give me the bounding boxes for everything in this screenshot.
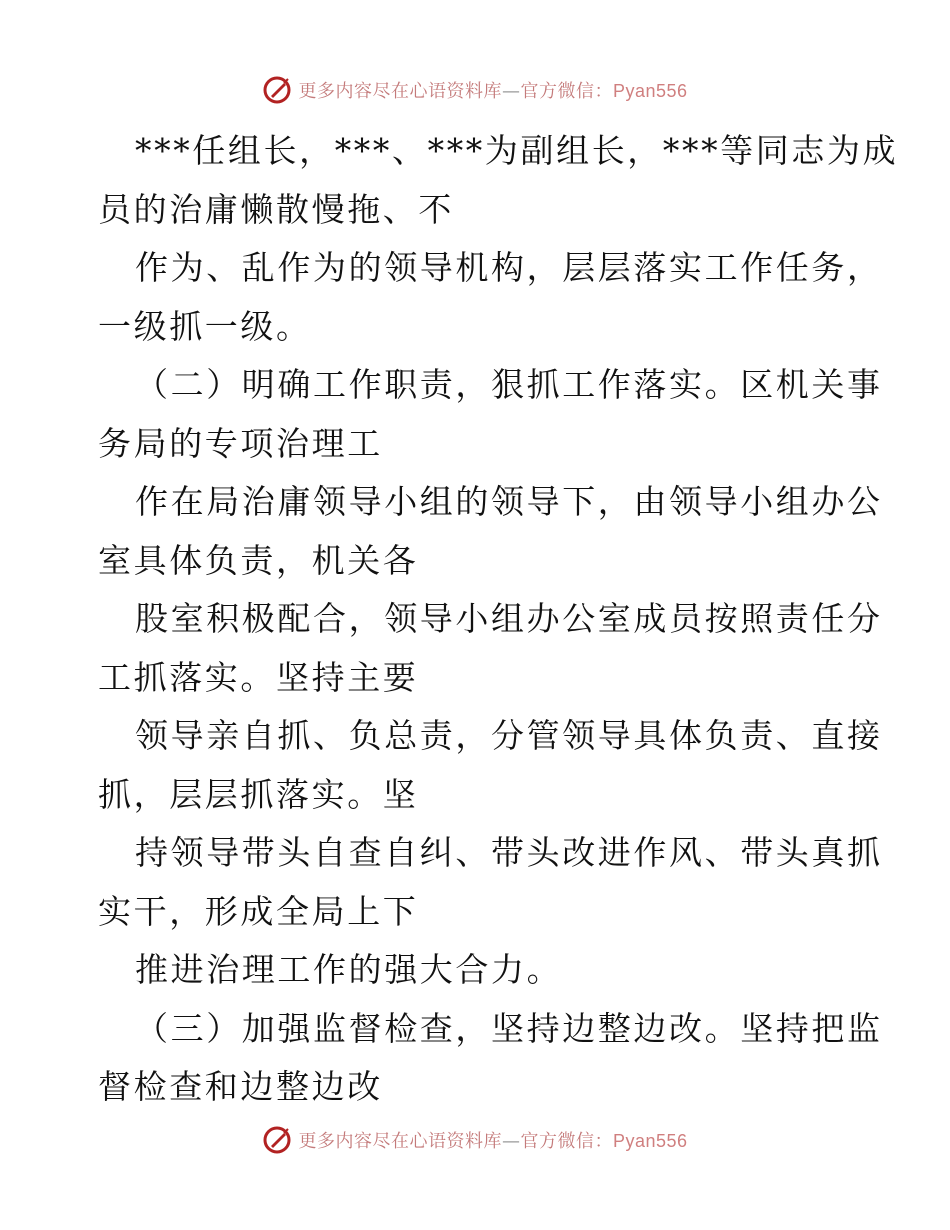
banner-text-wechat: 官方微信： [520,1131,613,1152]
text-line: 抓，层层抓落实。坚 [98,774,419,814]
text-line: 实干，形成全局上下 [98,891,419,931]
document-body [98,122,899,1117]
banner-text-cn: 更多内容尽在心语资料库 [298,1131,502,1152]
banner-text-id: Pyan556 [612,1131,688,1151]
text-line: 工抓落实。坚持主要 [98,657,419,697]
banner-text-id: Pyan556 [612,81,688,101]
banner-text-cn: 更多内容尽在心语资料库 [298,81,502,102]
text-line: （三）加强监督检查，坚持边整边改。坚持把监 [135,1008,883,1048]
header-banner [0,70,950,110]
text-line: 务局的专项治理工 [98,423,383,463]
banner-separator: — [501,81,521,102]
banner-text [298,77,687,103]
banner-separator: — [501,1131,521,1152]
banner-text [298,1127,687,1153]
text-line: 股室积极配合，领导小组办公室成员按照责任分 [135,599,883,638]
text-line: 员的治庸懒散慢拖、不 [98,189,454,229]
quill-pen-logo-icon [262,1125,292,1155]
text-line: 作为、乱作为的领导机构，层层落实工作任务， [135,248,883,287]
text-line: 持领导带头自查自纠、带头改进作风、带头真抓 [135,833,883,872]
banner-text-wechat: 官方微信： [520,81,613,102]
text-line: （二）明确工作职责，狠抓工作落实。区机关事 [135,365,883,404]
text-line: 室具体负责，机关各 [98,540,419,580]
text-line: 督检查和边整边改 [98,1067,383,1106]
text-line: 领导亲自抓、负总责，分管领导具体负责、直接 [135,716,883,755]
quill-pen-logo-icon [262,75,292,105]
text-line: 一级抓一级。 [98,306,312,346]
footer-banner [0,1120,950,1160]
text-line: 推进治理工作的强大合力。 [135,950,563,989]
text-line: 作在局治庸领导小组的领导下，由领导小组办公 [135,482,883,521]
text-line: ***任组长，***、***为副组长，***等同志为成 [135,131,899,170]
